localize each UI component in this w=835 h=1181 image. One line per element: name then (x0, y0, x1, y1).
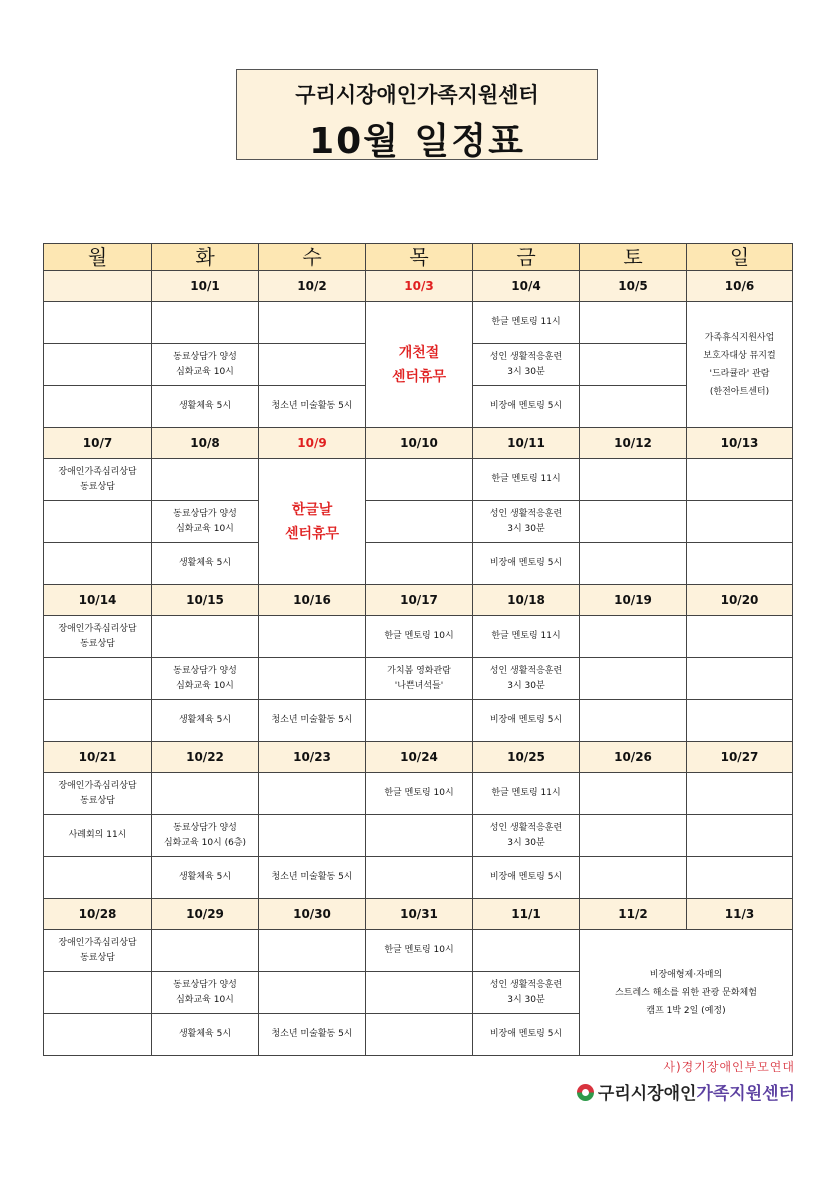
activity-row (44, 700, 793, 742)
date-row (44, 428, 793, 459)
date-cell: 10/23 (259, 742, 366, 773)
activity-cell: 생활체육 5시 (152, 386, 259, 428)
activity-cell: 장애인가족심리상담 동료상담 (44, 773, 152, 815)
activity-cell: 성인 생활적응훈련 3시 30분 (473, 972, 580, 1014)
activity-cell: 장애인가족심리상담 동료상담 (44, 930, 152, 972)
date-cell: 10/28 (44, 899, 152, 930)
activity-cell (580, 658, 687, 700)
activity-cell (580, 857, 687, 899)
activity-cell (44, 344, 152, 386)
date-cell: 10/20 (687, 585, 793, 616)
date-cell: 10/17 (366, 585, 473, 616)
activity-cell: 한글 멘토링 11시 (473, 302, 580, 344)
activity-cell (687, 815, 793, 857)
activity-cell: 한글 멘토링 11시 (473, 773, 580, 815)
activity-cell: 장애인가족심리상담 동료상담 (44, 616, 152, 658)
date-cell: 11/3 (687, 899, 793, 930)
activity-cell: 생활체육 5시 (152, 857, 259, 899)
activity-cell (580, 344, 687, 386)
date-cell: 10/16 (259, 585, 366, 616)
date-cell: 10/15 (152, 585, 259, 616)
activity-cell (44, 302, 152, 344)
footer-org-part1: 구리시장애인 (597, 1084, 697, 1104)
weekday-tue: 화 (152, 244, 259, 271)
activity-row (44, 658, 793, 700)
date-row (44, 899, 793, 930)
activity-cell: 청소년 미술활동 5시 (259, 386, 366, 428)
title-box (236, 69, 598, 160)
activity-cell (580, 386, 687, 428)
activity-cell: 비장애 멘토링 5시 (473, 857, 580, 899)
activity-cell: 장애인가족심리상담 동료상담 (44, 459, 152, 501)
footer-parent-org: 사)경기장애인부모연대 (663, 1060, 795, 1074)
date-row (44, 742, 793, 773)
activity-cell (366, 972, 473, 1014)
event-note-cell (580, 930, 793, 1056)
activity-cell (259, 972, 366, 1014)
activity-cell: 성인 생활적응훈련 3시 30분 (473, 658, 580, 700)
event-note: 가족휴식지원사업 보호자대상 뮤지컬 '드라큘라' 관람 (한전아트센터) (703, 332, 776, 397)
activity-cell (259, 658, 366, 700)
weekday-wed: 수 (259, 244, 366, 271)
activity-cell: 가치봄 영화관람 '나쁜녀석들' (366, 658, 473, 700)
date-cell: 10/24 (366, 742, 473, 773)
activity-cell (473, 930, 580, 972)
activity-cell (152, 616, 259, 658)
activity-cell: 비장애 멘토링 5시 (473, 700, 580, 742)
activity-cell (366, 700, 473, 742)
page-title: 10월 일정표 (309, 121, 525, 162)
activity-cell (259, 815, 366, 857)
activity-cell: 성인 생활적응훈련 3시 30분 (473, 344, 580, 386)
date-cell: 11/2 (580, 899, 687, 930)
date-cell: 10/10 (366, 428, 473, 459)
activity-cell (259, 773, 366, 815)
activity-cell: 한글 멘토링 11시 (473, 459, 580, 501)
event-note-cell (687, 302, 793, 428)
activity-cell: 생활체육 5시 (152, 700, 259, 742)
activity-cell (580, 302, 687, 344)
activity-cell (44, 658, 152, 700)
date-cell: 10/6 (687, 271, 793, 302)
date-cell: 10/31 (366, 899, 473, 930)
org-logo-icon (577, 1084, 594, 1101)
activity-cell: 생활체육 5시 (152, 1014, 259, 1056)
date-cell: 10/26 (580, 742, 687, 773)
activity-cell (366, 815, 473, 857)
activity-cell (152, 773, 259, 815)
activity-cell (687, 459, 793, 501)
footer (577, 1058, 795, 1104)
activity-cell (580, 815, 687, 857)
activity-cell (687, 543, 793, 585)
activity-cell (44, 972, 152, 1014)
activity-cell (44, 700, 152, 742)
activity-cell: 비장애 멘토링 5시 (473, 1014, 580, 1056)
activity-cell: 동료상담가 양성 심화교육 10시 (152, 972, 259, 1014)
activity-cell (152, 930, 259, 972)
activity-row (44, 616, 793, 658)
date-cell: 10/3 (366, 271, 473, 302)
weekday-thu: 목 (366, 244, 473, 271)
activity-cell (366, 459, 473, 501)
date-cell: 10/9 (259, 428, 366, 459)
weekday-fri: 금 (473, 244, 580, 271)
activity-cell: 성인 생활적응훈련 3시 30분 (473, 815, 580, 857)
activity-cell: 한글 멘토링 10시 (366, 616, 473, 658)
activity-cell (580, 543, 687, 585)
activity-cell (259, 344, 366, 386)
activity-row (44, 501, 793, 543)
footer-org (577, 1079, 795, 1104)
activity-row (44, 543, 793, 585)
activity-row (44, 815, 793, 857)
activity-cell (152, 459, 259, 501)
date-cell: 10/18 (473, 585, 580, 616)
activity-cell: 청소년 미술활동 5시 (259, 1014, 366, 1056)
activity-cell: 비장애 멘토링 5시 (473, 386, 580, 428)
date-cell: 10/2 (259, 271, 366, 302)
activity-cell (366, 543, 473, 585)
activity-cell: 비장애 멘토링 5시 (473, 543, 580, 585)
holiday-cell (366, 302, 473, 428)
event-note: 비장애형제·자매의 스트레스 해소를 위한 관광 문화체험 캠프 1박 2일 (예정) (615, 969, 757, 1016)
activity-cell: 동료상담가 양성 심화교육 10시 (6층) (152, 815, 259, 857)
date-cell: 10/4 (473, 271, 580, 302)
date-row (44, 585, 793, 616)
activity-row (44, 302, 793, 344)
date-cell: 11/1 (473, 899, 580, 930)
activity-cell (259, 302, 366, 344)
date-cell: 10/19 (580, 585, 687, 616)
weekday-sat: 토 (580, 244, 687, 271)
activity-cell: 생활체육 5시 (152, 543, 259, 585)
date-cell (44, 271, 152, 302)
date-cell: 10/21 (44, 742, 152, 773)
schedule-table (43, 243, 793, 1056)
weekday-header-row (44, 244, 793, 271)
activity-cell (366, 857, 473, 899)
date-cell: 10/14 (44, 585, 152, 616)
activity-cell (44, 386, 152, 428)
activity-cell (44, 857, 152, 899)
activity-cell: 청소년 미술활동 5시 (259, 857, 366, 899)
date-cell: 10/27 (687, 742, 793, 773)
date-cell: 10/30 (259, 899, 366, 930)
date-cell: 10/8 (152, 428, 259, 459)
activity-cell (687, 857, 793, 899)
activity-cell (259, 930, 366, 972)
activity-cell: 한글 멘토링 11시 (473, 616, 580, 658)
date-cell: 10/25 (473, 742, 580, 773)
date-cell: 10/29 (152, 899, 259, 930)
date-cell: 10/12 (580, 428, 687, 459)
activity-cell (580, 773, 687, 815)
activity-cell (687, 501, 793, 543)
activity-cell (580, 700, 687, 742)
date-cell: 10/5 (580, 271, 687, 302)
activity-cell: 한글 멘토링 10시 (366, 930, 473, 972)
org-name: 구리시장애인가족지원센터 (295, 83, 539, 107)
weekday-mon: 월 (44, 244, 152, 271)
activity-cell (687, 700, 793, 742)
activity-cell (152, 302, 259, 344)
activity-cell (259, 616, 366, 658)
date-row (44, 271, 793, 302)
holiday-label: 한글날 센터휴무 (284, 501, 340, 542)
activity-cell: 한글 멘토링 10시 (366, 773, 473, 815)
weekday-sun: 일 (687, 244, 793, 271)
activity-cell (44, 1014, 152, 1056)
date-cell: 10/22 (152, 742, 259, 773)
activity-cell (687, 773, 793, 815)
activity-cell: 동료상담가 양성 심화교육 10시 (152, 501, 259, 543)
holiday-cell (259, 459, 366, 585)
activity-cell (580, 459, 687, 501)
activity-row (44, 773, 793, 815)
activity-cell (366, 501, 473, 543)
activity-cell (44, 543, 152, 585)
date-cell: 10/1 (152, 271, 259, 302)
activity-cell: 사례회의 11시 (44, 815, 152, 857)
activity-row (44, 930, 793, 972)
activity-cell: 청소년 미술활동 5시 (259, 700, 366, 742)
activity-cell (44, 501, 152, 543)
activity-cell (687, 616, 793, 658)
activity-cell (366, 1014, 473, 1056)
activity-cell: 동료상담가 양성 심화교육 10시 (152, 658, 259, 700)
date-cell: 10/7 (44, 428, 152, 459)
activity-cell: 동료상담가 양성 심화교육 10시 (152, 344, 259, 386)
date-cell: 10/13 (687, 428, 793, 459)
activity-row (44, 459, 793, 501)
activity-cell (687, 658, 793, 700)
activity-row (44, 857, 793, 899)
holiday-label: 개천절 센터휴무 (391, 344, 447, 385)
activity-cell (580, 616, 687, 658)
activity-cell: 성인 생활적응훈련 3시 30분 (473, 501, 580, 543)
date-cell: 10/11 (473, 428, 580, 459)
footer-org-part2: 가족지원센터 (696, 1084, 795, 1104)
activity-cell (580, 501, 687, 543)
